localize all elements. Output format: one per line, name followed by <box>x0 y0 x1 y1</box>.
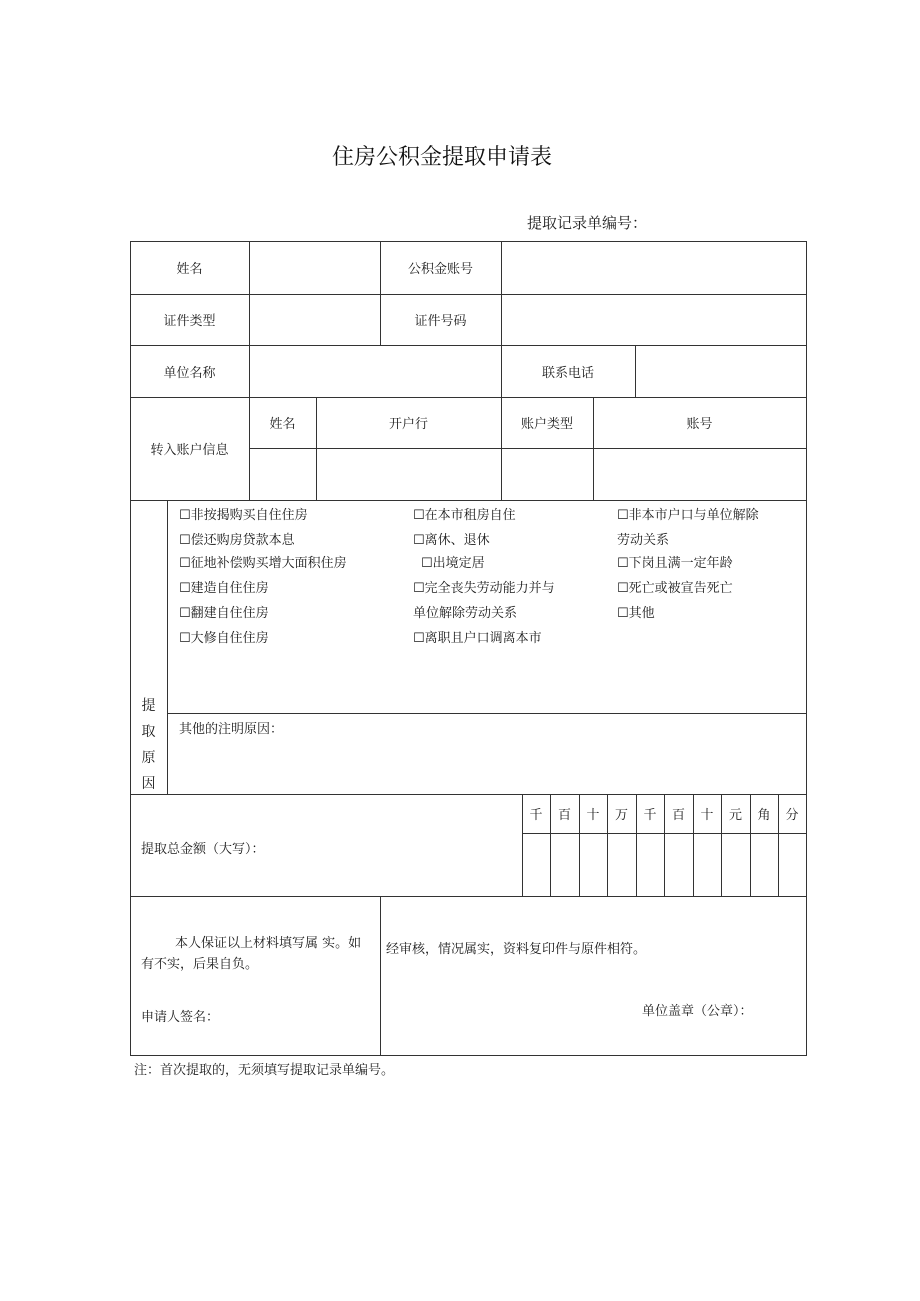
record-number-label: 提取记录单编号： <box>527 214 648 232</box>
declaration-text-line2: 有不实，后果自负。 <box>141 957 259 972</box>
name-label: 姓名 <box>176 262 203 277</box>
reason-checkbox-build-home[interactable]: ☐建造自住住房 <box>179 581 269 596</box>
total-amount-words-input[interactable] <box>131 795 522 896</box>
reason-checkbox-rent[interactable]: ☐在本市租房自住 <box>413 508 516 523</box>
reason-checkbox-non-mortgage-purchase[interactable]: ☐非按揭购买自住住房 <box>179 508 308 523</box>
unit-wan: 万 <box>614 808 628 823</box>
reason-checkbox-other[interactable]: ☐其他 <box>617 606 655 621</box>
withdrawal-reason-label: 提 取 原 因 <box>141 698 156 792</box>
transfer-account-label: 转入账户信息 <box>150 443 229 458</box>
reason-checkbox-laid-off-age[interactable]: ☐下岗且满一定年龄 <box>617 556 733 571</box>
reason-disability-continued: 单位解除劳动关系 <box>413 606 518 621</box>
unit-bai-1: 百 <box>557 808 571 823</box>
reason-checkbox-disability[interactable]: ☐完全丧失劳动能力并与 <box>413 581 555 596</box>
reason-checkbox-non-local-terminate[interactable]: ☐非本市户口与单位解除 <box>617 508 759 523</box>
applicant-signature-input[interactable] <box>228 1000 376 1030</box>
phone-label: 联系电话 <box>541 365 594 381</box>
id-number-label: 证件号码 <box>414 314 467 329</box>
transfer-header-name: 姓名 <box>269 417 296 432</box>
transfer-bank-input[interactable] <box>317 449 501 500</box>
applicant-signature-label: 申请人签名： <box>141 1010 220 1025</box>
company-name-label: 单位名称 <box>163 365 216 381</box>
transfer-account-type-input[interactable] <box>502 449 593 500</box>
transfer-name-input[interactable] <box>250 449 316 500</box>
reason-checkbox-land-compensation[interactable]: ☐征地补偿购买增大面积住房 <box>179 556 347 571</box>
total-amount-label: 提取总金额（大写）： <box>141 842 265 857</box>
unit-qian-2: 千 <box>643 808 657 823</box>
unit-shi-1: 十 <box>586 808 600 823</box>
id-type-input[interactable] <box>250 295 380 345</box>
transfer-header-account-type: 账户类型 <box>520 417 573 432</box>
id-type-label: 证件类型 <box>163 314 216 329</box>
reason-checkbox-repair-home[interactable]: ☐大修自住住房 <box>179 631 269 646</box>
transfer-header-bank: 开户行 <box>388 417 428 432</box>
declaration-text-line1: 本人保证以上材料填写属 实。如 <box>175 936 362 951</box>
other-reason-input[interactable] <box>168 738 806 794</box>
name-input[interactable] <box>250 242 380 294</box>
company-name-input[interactable] <box>250 346 501 397</box>
transfer-header-account-no: 账号 <box>686 417 713 432</box>
fund-account-label: 公积金账号 <box>407 262 473 277</box>
unit-qian-1: 千 <box>529 808 543 823</box>
form-title: 住房公积金提取申请表 <box>331 145 552 170</box>
unit-shi-2: 十 <box>700 808 714 823</box>
reason-checkbox-retire[interactable]: ☐离休、退休 <box>413 533 490 548</box>
review-statement: 经审核，情况属实，资料复印件与原件相符。 <box>386 942 647 957</box>
unit-yuan: 元 <box>728 808 742 823</box>
reason-checkbox-rebuild-home[interactable]: ☐翻建自住住房 <box>179 606 269 621</box>
transfer-account-no-input[interactable] <box>594 449 806 500</box>
phone-input[interactable] <box>636 346 806 397</box>
unit-fen: 分 <box>785 808 799 823</box>
reason-checkbox-resign-relocate[interactable]: ☐离职且户口调离本市 <box>413 631 542 646</box>
reason-checkbox-repay-loan[interactable]: ☐偿还购房贷款本息 <box>179 533 295 548</box>
unit-bai-2: 百 <box>671 808 685 823</box>
reason-non-local-continued: 劳动关系 <box>617 533 670 548</box>
unit-jiao: 角 <box>757 808 771 823</box>
reason-checkbox-emigrate[interactable]: ☐出境定居 <box>421 556 485 571</box>
reason-checkbox-death[interactable]: ☐死亡或被宣告死亡 <box>617 581 733 596</box>
id-number-input[interactable] <box>502 295 806 345</box>
unit-seal-label: 单位盖章（公章）： <box>642 1004 753 1019</box>
footnote: 注：首次提取的，无须填写提取记录单编号。 <box>134 1063 395 1078</box>
other-reason-label: 其他的注明原因： <box>179 722 284 737</box>
amount-digit-inputs[interactable] <box>523 834 806 896</box>
fund-account-input[interactable] <box>502 242 806 294</box>
